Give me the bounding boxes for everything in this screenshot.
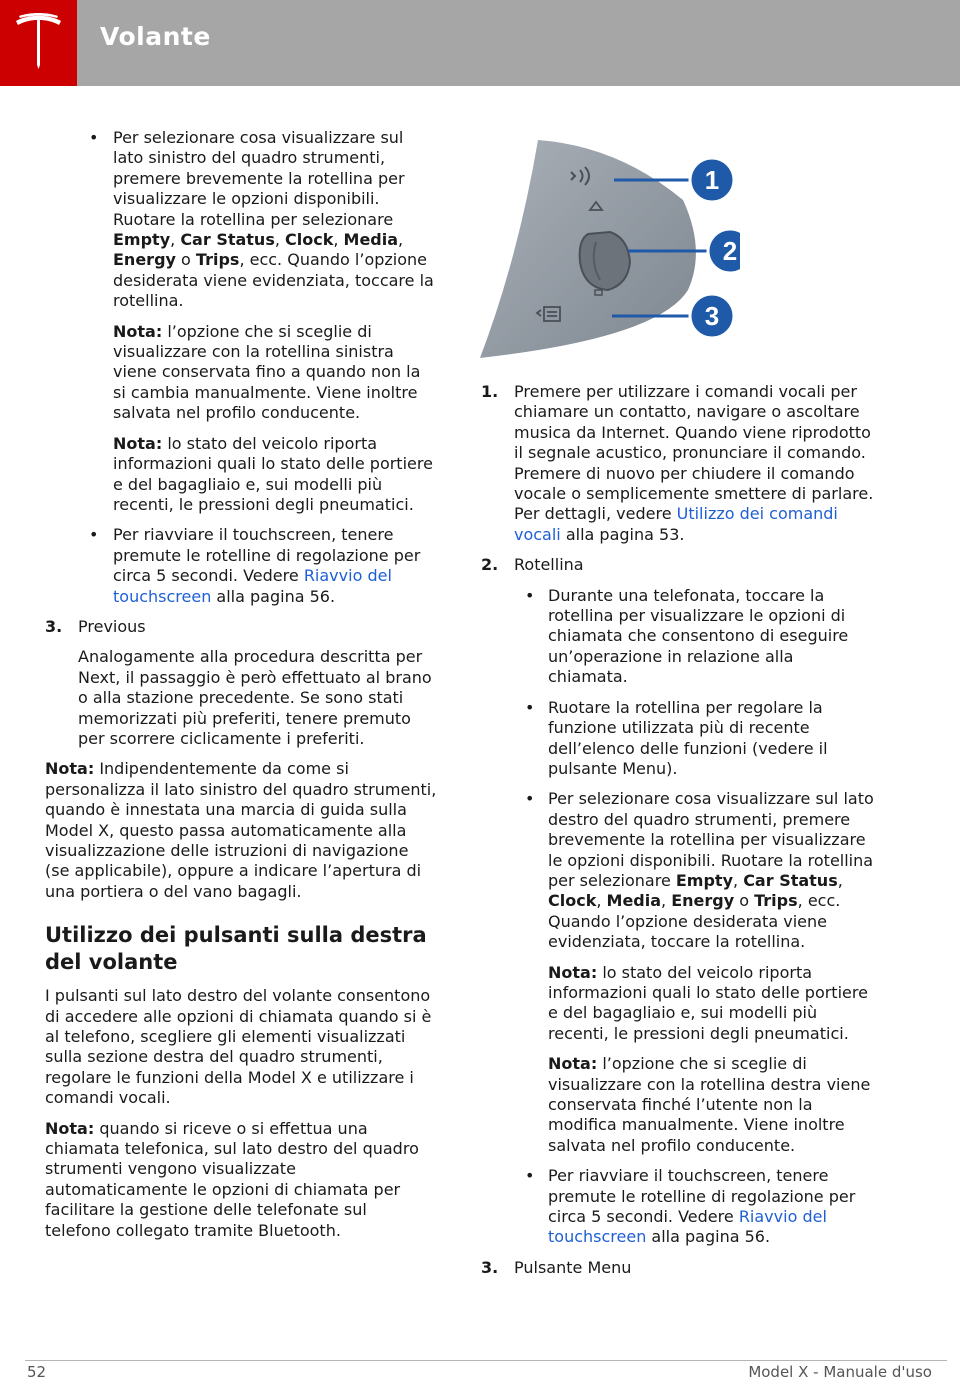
bullet-dot: •: [525, 789, 535, 809]
item-description: Analogamente alla procedura descritta per Next, il passaggio è però effettuato al brano o alla stazione precedente. Se sono stati memorizzati più preferiti, tenere premuto per scorrere ciclicamente i preferiti.: [78, 647, 432, 748]
numbered-item: 2. Rotellina: [481, 555, 584, 575]
bullet-dot: •: [525, 585, 535, 605]
numbered-item: 3. Previous: [45, 616, 146, 636]
left-column: [45, 128, 437, 1251]
list-item: • Per riavviare il touchscreen, tenere premute le rotelline di regolazione per circa 5 secondi. Vedere Riavvio del touchscreen alla pagina 56.: [89, 525, 421, 606]
note: Nota: quando si riceve o si effettua una chiamata telefonica, sul lato destro del quadro strumenti vengono visualizzate automaticamente le opzioni di chiamata per facilitare la gestione delle telefonate sul telefono collegato tramite Bluetooth.: [45, 1118, 419, 1240]
note: Nota: lo stato del veicolo riporta informazioni quali lo stato delle portiere e del bagagliaio e, sui modelli più recenti, le pressioni degli pneumatici.: [113, 433, 433, 514]
link-comandi-vocali[interactable]: Utilizzo dei comandi vocali: [514, 504, 838, 544]
right-column: [481, 382, 875, 1288]
page-header: [0, 0, 960, 86]
list-item: • Ruotare la rotellina per regolare la funzione utilizzata più di recente dell’elenco delle funzioni (vedere il pulsante Menu).: [525, 697, 828, 778]
callout-label-1: 1: [704, 165, 720, 195]
list-item: • Per riavviare il touchscreen, tenere premute le rotelline di regolazione per circa 5 secondi. Vedere Riavvio del touchscreen alla pagina 56.: [525, 1166, 856, 1247]
list-item: • Durante una telefonata, toccare la rotellina per visualizzare le opzioni di chiamata che consentono di eseguire un’operazione in relazione alla chiamata.: [525, 585, 849, 687]
bullet-dot: •: [525, 697, 535, 717]
link-riavvio-touchscreen[interactable]: Riavvio del touchscreen: [548, 1207, 827, 1247]
note: Nota: l’opzione che si sceglie di visualizzare con la rotellina destra viene conservata finché l’utente non la modifica manualmente. Viene inoltre salvata nel profilo conducente.: [548, 1054, 871, 1155]
footer-divider: [25, 1360, 947, 1361]
tesla-logo: [0, 0, 77, 86]
callout-label-3: 3: [704, 301, 720, 331]
callout-label-2: 2: [722, 236, 738, 266]
chapter-title: Volante: [100, 22, 211, 51]
steering-controls-figure: [478, 138, 740, 360]
note: Nota: l’opzione che si sceglie di visualizzare con la rotellina sinistra viene conservata fino a quando non la si cambia manualmente. Viene inoltre salvata nel profilo conducente.: [113, 321, 421, 423]
numbered-item: 1. Premere per utilizzare i comandi vocali per chiamare un contatto, navigare o ascoltare musica da Internet. Quando viene riprodotto il segnale acustico, pronunciare il comando. Premere di nuovo per chiudere il comando vocale o semplicemente smettere di parlare. Per dettagli, vedere Utilizzo dei comandi vocali alla pagina 53.: [481, 382, 874, 544]
note: Nota: Indipendentemente da come si personalizza il lato sinistro del quadro strumenti, quando è innestata una marcia di guida sulla Model X, questo passa automaticamente alla visualizzazione delle istruzioni di navigazione (se applicabile), oppure a indicare l’apertura di una portiera o del vano bagagli.: [45, 759, 437, 901]
bullet-dot: •: [89, 128, 99, 147]
bullet-dot: •: [89, 525, 99, 545]
manual-title: Model X - Manuale d'uso: [748, 1363, 932, 1381]
bullet-dot: •: [525, 1166, 535, 1186]
steering-buttons-illustration: [478, 138, 740, 360]
numbered-item: 3. Pulsante Menu: [481, 1257, 632, 1277]
list-item: • Per selezionare cosa visualizzare sul lato sinistro del quadro strumenti, premere brevemente la rotellina per visualizzare le opzioni disponibili. Ruotare la rotellina per selezionare Empty, Car Status, Clock, Media, Energy o Trips, ecc. Quando l’opzione desiderata viene evidenziata, toccare la rotellina.: [89, 128, 434, 311]
note: Nota: lo stato del veicolo riporta informazioni quali lo stato delle portiere e del bagagliaio e, sui modelli più recenti, le pressioni degli pneumatici.: [548, 962, 868, 1043]
tesla-logo-icon: [14, 13, 63, 69]
list-item: • Per selezionare cosa visualizzare sul lato destro del quadro strumenti, premere brevemente la rotellina per visualizzare le opzioni disponibili. Ruotare la rotellina per selezionare Empty, Car Status, Clock, Media, Energy o Trips, ecc. Quando l’opzione desiderata viene evidenziata, toccare la rotellina.: [525, 789, 874, 952]
paragraph: I pulsanti sul lato destro del volante consentono di accedere alle opzioni di chiamata quando si è al telefono, scegliere gli elementi visualizzati sulla sezione destra del quadro strumenti, regolare le funzioni della Model X e utilizzare i comandi vocali.: [45, 986, 432, 1108]
page-number: 52: [27, 1363, 47, 1381]
section-heading: Utilizzo dei pulsanti sulla destra del volante: [45, 923, 427, 975]
link-riavvio-touchscreen[interactable]: Riavvio del touchscreen: [113, 566, 392, 606]
scroll-wheel[interactable]: [580, 232, 630, 290]
